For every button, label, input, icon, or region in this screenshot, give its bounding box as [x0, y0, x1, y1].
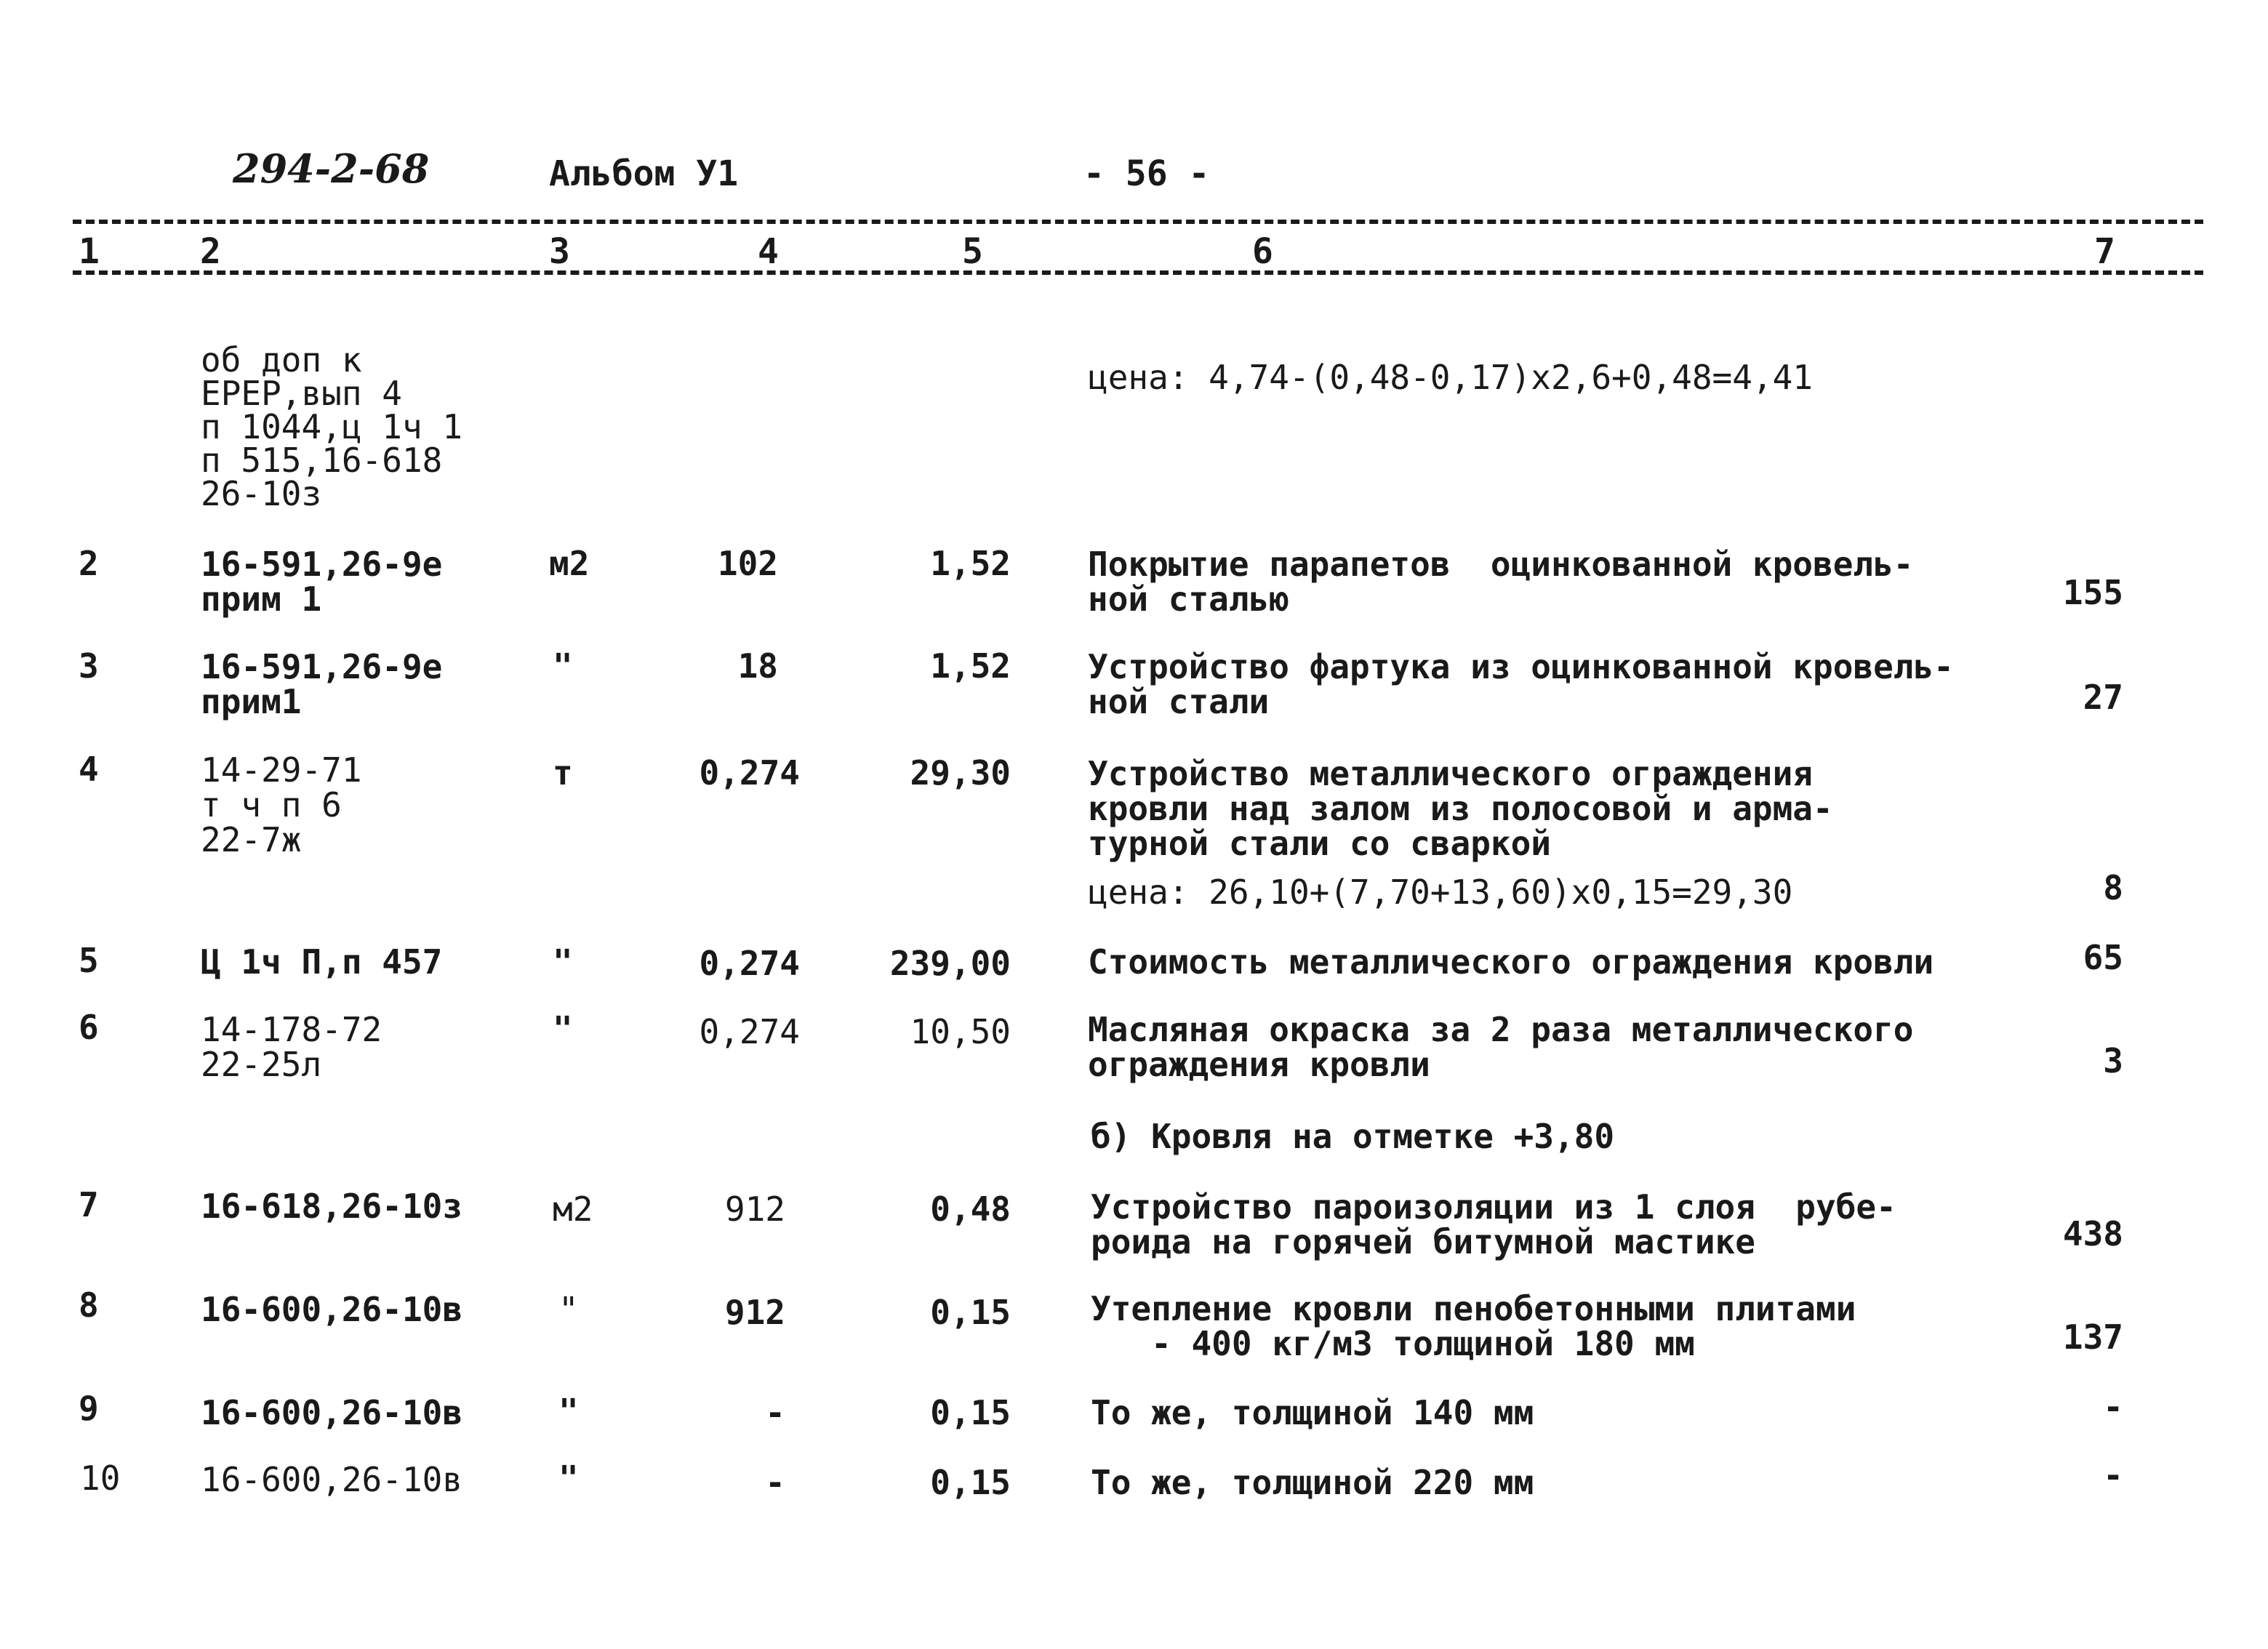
row-quantity: 18 — [737, 646, 778, 686]
row-reference: 16-600,26-10в — [201, 1460, 463, 1499]
intro-price-formula: цена: 4,74-(0,48-0,17)х2,6+0,48=4,41 — [1088, 358, 1813, 397]
row-quantity: - — [765, 1393, 785, 1432]
row-description: Покрытие парапетов оцинкованной кровель- ной сталью — [1088, 545, 1914, 619]
row-quantity: - — [765, 1463, 785, 1502]
row-total: - — [2103, 1387, 2123, 1427]
header-top-rule — [73, 220, 2203, 224]
row-reference: 16-618,26-10з — [201, 1187, 463, 1226]
row-number: 6 — [79, 1008, 99, 1047]
row-number: 10 — [80, 1459, 121, 1498]
row-number: 2 — [79, 544, 99, 583]
row-unit-price: 0,15 — [930, 1393, 1011, 1432]
row-number: 9 — [79, 1389, 99, 1428]
row-description: Утепление кровли пенобетонными плитами - 400 кг/м3 толщиной 180 мм — [1091, 1289, 1856, 1363]
album-title: Альбом У1 — [549, 153, 739, 194]
page-number: - 56 - — [1083, 153, 1210, 194]
col-number-4: 4 — [758, 231, 779, 272]
document-number: 294-2-68 — [233, 145, 430, 192]
row-unit-price: 239,00 — [889, 944, 1011, 983]
col-number-2: 2 — [200, 231, 221, 272]
row-total: 65 — [2083, 938, 2123, 977]
row-description: То же, толщиной 140 мм — [1091, 1393, 1534, 1432]
row-unit: м2 — [553, 1189, 593, 1229]
row-description: Масляная окраска за 2 раза металлического ограждения кровли — [1088, 1010, 1914, 1084]
row-quantity: 0,274 — [699, 753, 800, 793]
row-unit: " — [558, 1392, 579, 1431]
row-reference: 14-29-71 т ч п 6 22-7ж — [201, 750, 362, 859]
intro-reference: об доп к ЕРЕР,вып 4 п 1044,ц 1ч 1 п 515,16-618 26-10з — [201, 340, 463, 513]
row-description: Устройство фартука из оцинкованной кровель- ной стали — [1088, 647, 1954, 721]
row-total: 27 — [2083, 678, 2123, 717]
row-total: - — [2103, 1456, 2123, 1495]
row-number: 5 — [79, 941, 99, 980]
row-unit: т — [553, 753, 573, 793]
row-description: То же, толщиной 220 мм — [1091, 1463, 1534, 1502]
row-total: 438 — [2062, 1214, 2123, 1253]
row-quantity: 912 — [724, 1189, 785, 1229]
col-number-6: 6 — [1252, 231, 1273, 272]
row-unit: " — [553, 942, 573, 982]
row-unit-price: 0,48 — [930, 1189, 1011, 1229]
header-bottom-rule — [73, 270, 2203, 275]
row-number: 8 — [79, 1285, 99, 1325]
row-quantity: 102 — [717, 544, 778, 583]
row-unit: " — [553, 1009, 573, 1048]
row-quantity: 0,274 — [699, 944, 800, 983]
row-price-formula: цена: 26,10+(7,70+13,60)х0,15=29,30 — [1088, 872, 1793, 912]
row-total: 155 — [2062, 573, 2123, 612]
row-unit: " — [558, 1290, 579, 1329]
row-number: 3 — [79, 646, 99, 686]
col-number-7: 7 — [2094, 231, 2115, 272]
row-quantity: 0,274 — [699, 1012, 800, 1051]
row-unit: " — [558, 1459, 579, 1498]
row-unit-price: 0,15 — [930, 1463, 1011, 1502]
row-reference: 16-591,26-9е прим 1 — [201, 545, 443, 619]
row-unit-price: 29,30 — [910, 753, 1011, 793]
section-heading: б) Кровля на отметке +3,80 — [1091, 1117, 1615, 1156]
row-description: Стоимость металлического ограждения кровли — [1088, 942, 1934, 982]
row-description: Устройство металлического ограждения кровли над залом из полосовой и арма- турной стали со сваркой — [1088, 754, 1833, 863]
col-number-3: 3 — [549, 231, 570, 272]
row-reference: 16-600,26-10в — [201, 1290, 463, 1329]
row-total: 137 — [2062, 1317, 2123, 1357]
row-unit-price: 1,52 — [930, 646, 1011, 686]
row-total: 3 — [2103, 1041, 2123, 1080]
row-unit-price: 10,50 — [910, 1012, 1011, 1051]
row-unit-price: 1,52 — [930, 544, 1011, 583]
row-description: Устройство пароизоляции из 1 слоя рубе- роида на горячей битумной мастике — [1091, 1187, 1896, 1261]
row-unit-price: 0,15 — [930, 1293, 1011, 1332]
row-reference: 16-591,26-9е прим1 — [201, 647, 443, 721]
row-quantity: 912 — [724, 1293, 785, 1332]
col-number-1: 1 — [79, 231, 100, 272]
row-reference: 16-600,26-10в — [201, 1393, 463, 1432]
row-number: 7 — [79, 1185, 99, 1224]
row-total: 8 — [2103, 868, 2123, 907]
row-number: 4 — [79, 750, 99, 789]
row-reference: Ц 1ч П,п 457 — [201, 942, 443, 982]
row-unit: м2 — [549, 544, 590, 583]
col-number-5: 5 — [962, 231, 983, 272]
row-reference: 14-178-72 22-25л — [201, 1010, 382, 1084]
row-unit: " — [553, 646, 573, 686]
